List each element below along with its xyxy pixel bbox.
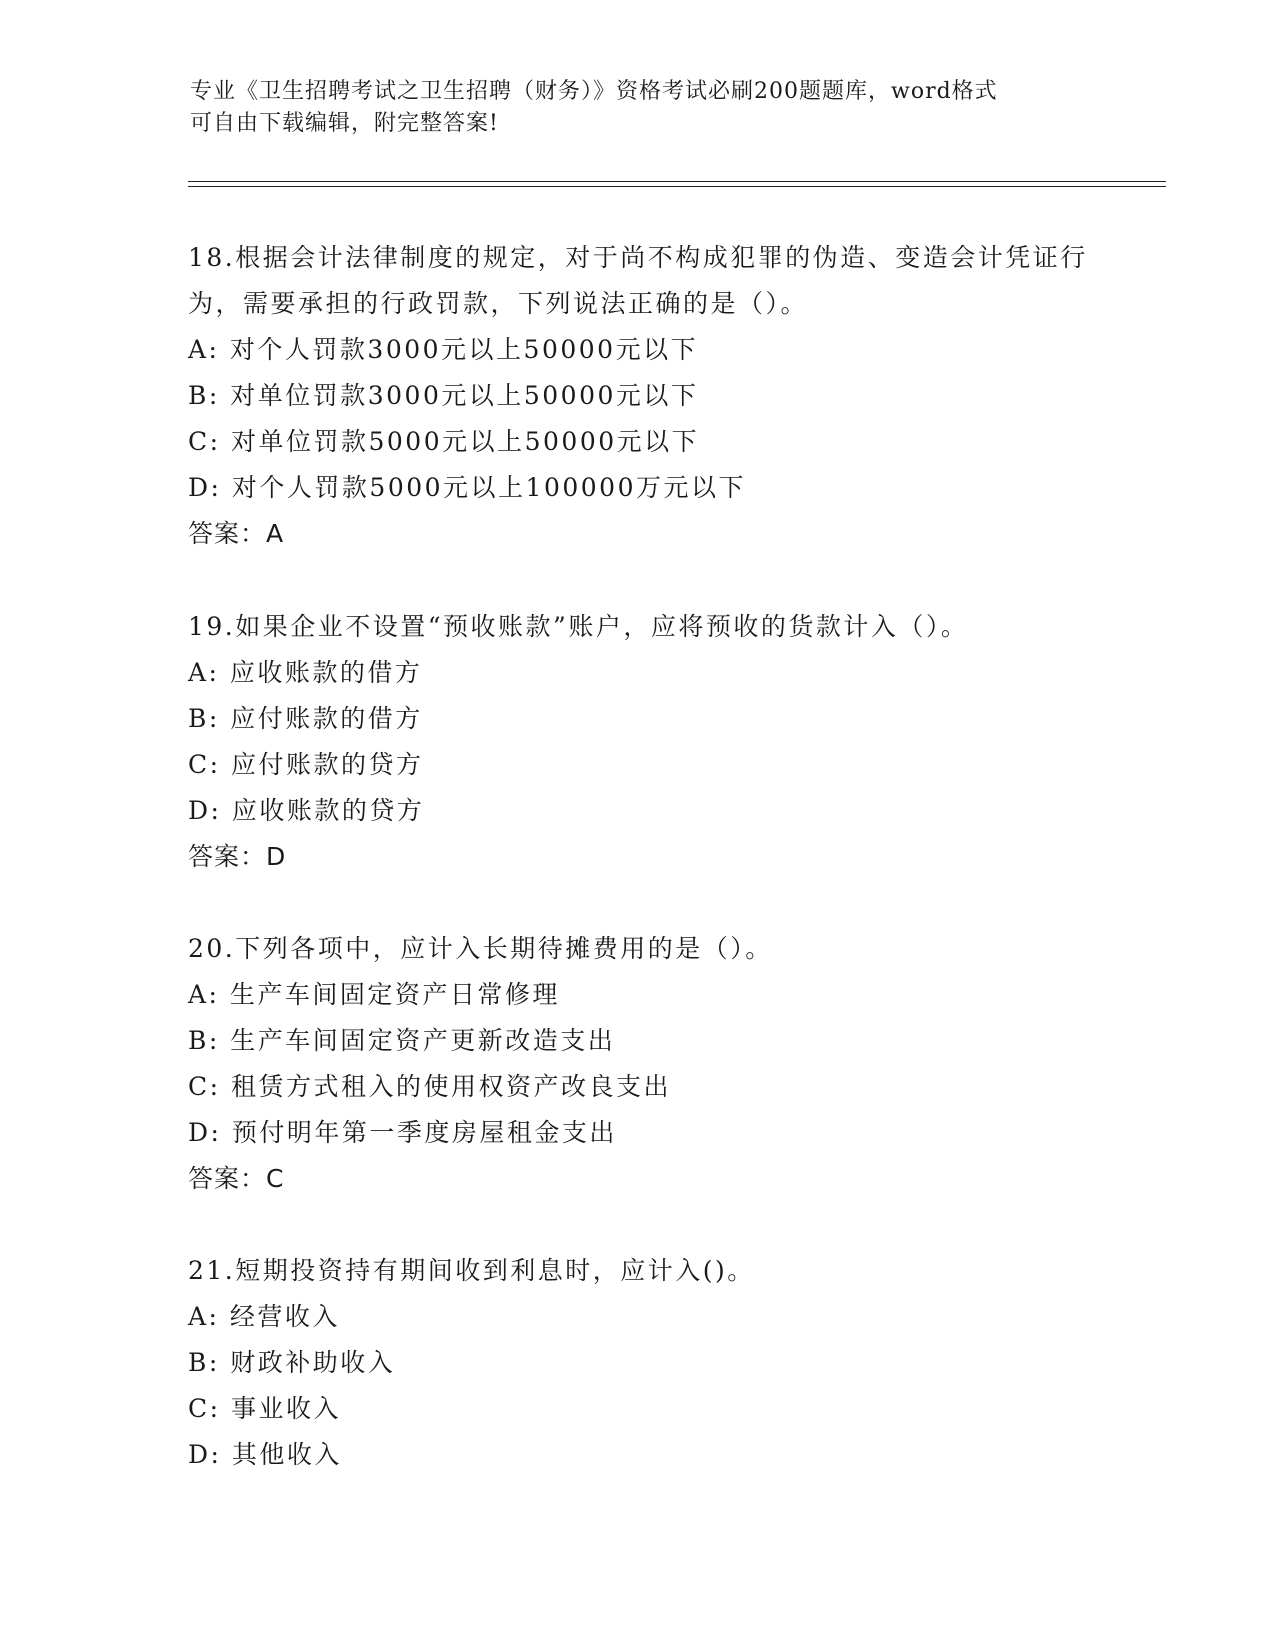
- question-18: [188, 235, 1088, 557]
- option-b: B: 对单位罚款3000元以上50000元以下: [188, 381, 699, 410]
- answer: 答案：A: [188, 519, 285, 548]
- option-a: A: 经营收入: [188, 1302, 340, 1331]
- question-stem: 20.下列各项中，应计入长期待摊费用的是（）。: [188, 934, 773, 963]
- answer: 答案：C: [188, 1164, 285, 1193]
- answer: 答案：D: [188, 842, 287, 871]
- question-21: [188, 1248, 1088, 1478]
- option-a: A: 应收账款的借方: [188, 658, 423, 687]
- option-c: C: 租赁方式租入的使用权资产改良支出: [188, 1072, 671, 1101]
- option-c: C: 事业收入: [188, 1394, 341, 1423]
- document-header: [190, 76, 1090, 140]
- option-d: D: 对个人罚款5000元以上100000万元以下: [188, 473, 746, 502]
- header-divider-bottom: [188, 186, 1166, 187]
- option-b: B: 生产车间固定资产更新改造支出: [188, 1026, 616, 1055]
- option-a: A: 对个人罚款3000元以上50000元以下: [188, 335, 699, 364]
- option-d: D: 其他收入: [188, 1440, 342, 1469]
- question-20: [188, 926, 1088, 1202]
- question-stem: 18.根据会计法律制度的规定，对于尚不构成犯罪的伪造、变造会计凭证行为，需要承担的行政罚款，下列说法正确的是（）。: [188, 243, 1088, 318]
- question-stem: 21.短期投资持有期间收到利息时，应计入()。: [188, 1256, 755, 1285]
- option-d: D: 预付明年第一季度房屋租金支出: [188, 1118, 617, 1147]
- header-divider-top: [188, 181, 1166, 182]
- option-c: C: 应付账款的贷方: [188, 750, 424, 779]
- option-b: B: 应付账款的借方: [188, 704, 423, 733]
- header-title-line-2: 可自由下载编辑，附完整答案!: [190, 111, 499, 136]
- header-title-line-1: 专业《卫生招聘考试之卫生招聘（财务）》资格考试必刷200题题库，word格式: [190, 79, 998, 104]
- option-a: A: 生产车间固定资产日常修理: [188, 980, 560, 1009]
- option-c: C: 对单位罚款5000元以上50000元以下: [188, 427, 700, 456]
- option-d: D: 应收账款的贷方: [188, 796, 425, 825]
- option-b: B: 财政补助收入: [188, 1348, 396, 1377]
- question-stem: 19.如果企业不设置“预收账款”账户，应将预收的货款计入（）。: [188, 612, 969, 641]
- question-19: [188, 604, 1088, 880]
